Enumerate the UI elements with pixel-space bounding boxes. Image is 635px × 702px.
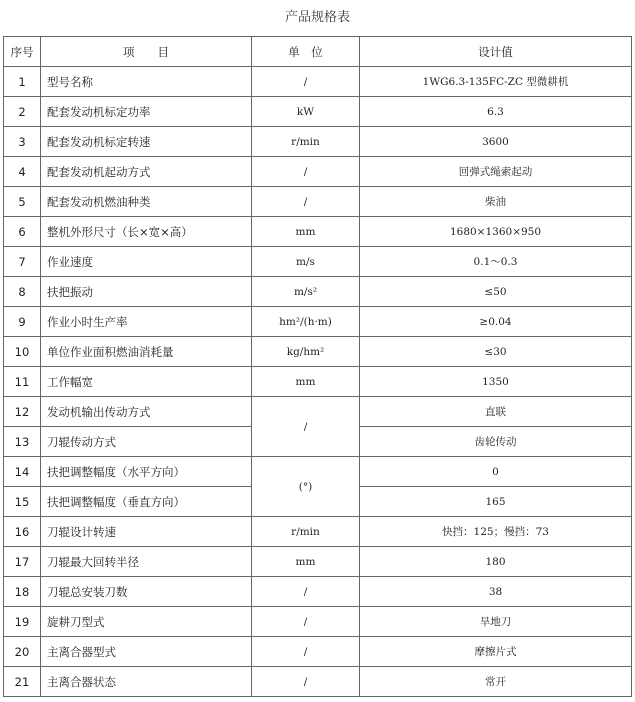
row-seq: 8 xyxy=(4,277,41,307)
row-seq: 1 xyxy=(4,67,41,97)
table-row xyxy=(4,637,632,667)
table-row xyxy=(4,187,632,217)
row-unit: / xyxy=(252,607,360,637)
row-value: 165 xyxy=(360,487,632,517)
header-item: 项 目 xyxy=(41,37,252,67)
row-value: 3600 xyxy=(360,127,632,157)
row-value: 直联 xyxy=(360,397,632,427)
row-unit: (°) xyxy=(252,457,360,517)
row-item: 刀辊设计转速 xyxy=(41,517,252,547)
table-row xyxy=(4,547,632,577)
spec-table xyxy=(3,36,632,697)
row-value: ≤30 xyxy=(360,337,632,367)
table-row xyxy=(4,397,632,427)
row-unit: mm xyxy=(252,367,360,397)
row-unit: r/min xyxy=(252,517,360,547)
row-seq: 6 xyxy=(4,217,41,247)
row-item: 发动机输出传动方式 xyxy=(41,397,252,427)
row-seq: 21 xyxy=(4,667,41,697)
table-row xyxy=(4,217,632,247)
row-unit: mm xyxy=(252,547,360,577)
row-unit: / xyxy=(252,667,360,697)
table-row xyxy=(4,457,632,487)
table-row xyxy=(4,97,632,127)
row-item: 主离合器状态 xyxy=(41,667,252,697)
row-value: 1WG6.3-135FC-ZC 型微耕机 xyxy=(360,67,632,97)
row-unit: m/s xyxy=(252,247,360,277)
row-value: ≥0.04 xyxy=(360,307,632,337)
row-item: 扶把调整幅度（水平方向） xyxy=(41,457,252,487)
row-item: 配套发动机标定功率 xyxy=(41,97,252,127)
row-seq: 2 xyxy=(4,97,41,127)
table-row xyxy=(4,577,632,607)
header-seq: 序号 xyxy=(4,37,41,67)
row-unit: hm²/(h·m) xyxy=(252,307,360,337)
row-item: 整机外形尺寸（长×宽×高） xyxy=(41,217,252,247)
row-value: 38 xyxy=(360,577,632,607)
table-row xyxy=(4,277,632,307)
table-row xyxy=(4,157,632,187)
table-row xyxy=(4,337,632,367)
row-item: 作业小时生产率 xyxy=(41,307,252,337)
row-item: 配套发动机起动方式 xyxy=(41,157,252,187)
row-unit: / xyxy=(252,67,360,97)
row-unit: / xyxy=(252,187,360,217)
row-value: 0.1～0.3 xyxy=(360,247,632,277)
row-seq: 16 xyxy=(4,517,41,547)
header-row xyxy=(4,37,632,67)
row-seq: 10 xyxy=(4,337,41,367)
row-seq: 3 xyxy=(4,127,41,157)
row-value: 快挡：125；慢挡：73 xyxy=(360,517,632,547)
row-item: 作业速度 xyxy=(41,247,252,277)
header-value: 设计值 xyxy=(360,37,632,67)
row-item: 工作幅宽 xyxy=(41,367,252,397)
row-value: 1350 xyxy=(360,367,632,397)
page-title: 产品规格表 xyxy=(284,10,350,25)
row-value: 旱地刀 xyxy=(360,607,632,637)
row-unit: m/s² xyxy=(252,277,360,307)
row-seq: 7 xyxy=(4,247,41,277)
row-seq: 19 xyxy=(4,607,41,637)
table-row xyxy=(4,307,632,337)
row-item: 旋耕刀型式 xyxy=(41,607,252,637)
row-item: 扶把振动 xyxy=(41,277,252,307)
row-seq: 9 xyxy=(4,307,41,337)
row-unit: r/min xyxy=(252,127,360,157)
row-unit: / xyxy=(252,637,360,667)
row-value: 回弹式绳索起动 xyxy=(360,157,632,187)
row-unit: mm xyxy=(252,217,360,247)
header-unit: 单 位 xyxy=(252,37,360,67)
table-row xyxy=(4,607,632,637)
row-unit: / xyxy=(252,397,360,457)
row-item: 刀辊最大回转半径 xyxy=(41,547,252,577)
row-seq: 4 xyxy=(4,157,41,187)
row-seq: 17 xyxy=(4,547,41,577)
row-seq: 5 xyxy=(4,187,41,217)
row-value: 常开 xyxy=(360,667,632,697)
row-value: 齿轮传动 xyxy=(360,427,632,457)
row-seq: 20 xyxy=(4,637,41,667)
row-item: 单位作业面积燃油消耗量 xyxy=(41,337,252,367)
table-row xyxy=(4,367,632,397)
table-row xyxy=(4,67,632,97)
row-item: 刀辊传动方式 xyxy=(41,427,252,457)
row-value: 0 xyxy=(360,457,632,487)
table-row xyxy=(4,667,632,697)
row-item: 型号名称 xyxy=(41,67,252,97)
row-seq: 18 xyxy=(4,577,41,607)
table-row xyxy=(4,517,632,547)
row-unit: kW xyxy=(252,97,360,127)
row-item: 扶把调整幅度（垂直方向） xyxy=(41,487,252,517)
row-unit: kg/hm² xyxy=(252,337,360,367)
row-value: 柴油 xyxy=(360,187,632,217)
row-seq: 11 xyxy=(4,367,41,397)
row-seq: 14 xyxy=(4,457,41,487)
table-row xyxy=(4,127,632,157)
row-value: 180 xyxy=(360,547,632,577)
row-item: 主离合器型式 xyxy=(41,637,252,667)
row-unit: / xyxy=(252,577,360,607)
row-item: 刀辊总安装刀数 xyxy=(41,577,252,607)
row-item: 配套发动机标定转速 xyxy=(41,127,252,157)
table-row xyxy=(4,247,632,277)
row-seq: 12 xyxy=(4,397,41,427)
row-value: 1680×1360×950 xyxy=(360,217,632,247)
row-value: 摩擦片式 xyxy=(360,637,632,667)
row-value: ≤50 xyxy=(360,277,632,307)
row-item: 配套发动机燃油种类 xyxy=(41,187,252,217)
row-unit: / xyxy=(252,157,360,187)
row-value: 6.3 xyxy=(360,97,632,127)
row-seq: 15 xyxy=(4,487,41,517)
row-seq: 13 xyxy=(4,427,41,457)
